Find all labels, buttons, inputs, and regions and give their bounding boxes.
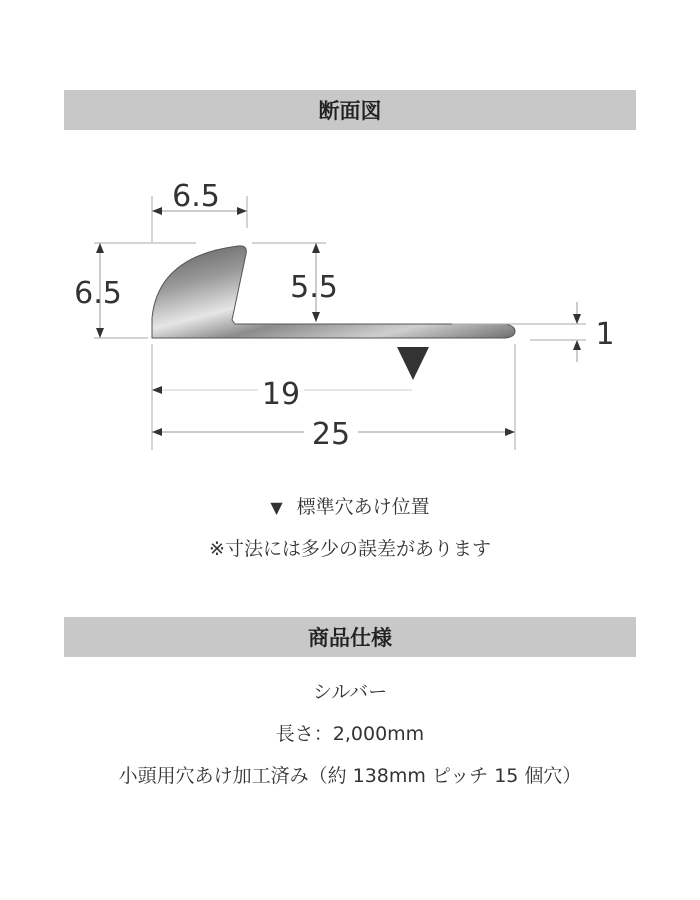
hole-position-note: [0, 492, 700, 519]
hole-marker-icon: ▼: [270, 498, 283, 517]
dim-thickness: [573, 302, 615, 362]
spec-holes: 小頭用穴あけ加工済み（約 138mm ピッチ 15 個穴）: [118, 765, 582, 787]
dim-total-width-label: 25: [311, 417, 351, 452]
dim-thickness-label: 1: [595, 317, 615, 352]
hole-position-marker: [397, 347, 429, 380]
cross-section-diagram: [0, 150, 700, 460]
hole-position-text: 標準穴あけ位置: [296, 496, 430, 518]
dim-head-height-label: 6.5: [74, 276, 122, 311]
specs-header: [64, 617, 636, 657]
spec-color: シルバー: [312, 681, 388, 703]
dim-inner-height-label: 5.5: [290, 270, 338, 305]
dim-head-width-label: 6.5: [172, 179, 220, 214]
dim-total-width: [152, 414, 515, 452]
dim-head-height: [74, 243, 122, 338]
dim-hole-position: [152, 372, 412, 412]
cross-section-title: 断面図: [318, 99, 382, 123]
spec-length: 長さ：2,000mm: [275, 723, 425, 745]
dim-hole-position-label: 19: [261, 377, 301, 412]
cross-section-header: [64, 90, 636, 130]
tolerance-note: ※寸法には多少の誤差があります: [209, 538, 491, 560]
dim-inner-height: [290, 243, 338, 322]
specs-title: 商品仕様: [308, 626, 392, 650]
dim-head-width: [152, 179, 247, 215]
